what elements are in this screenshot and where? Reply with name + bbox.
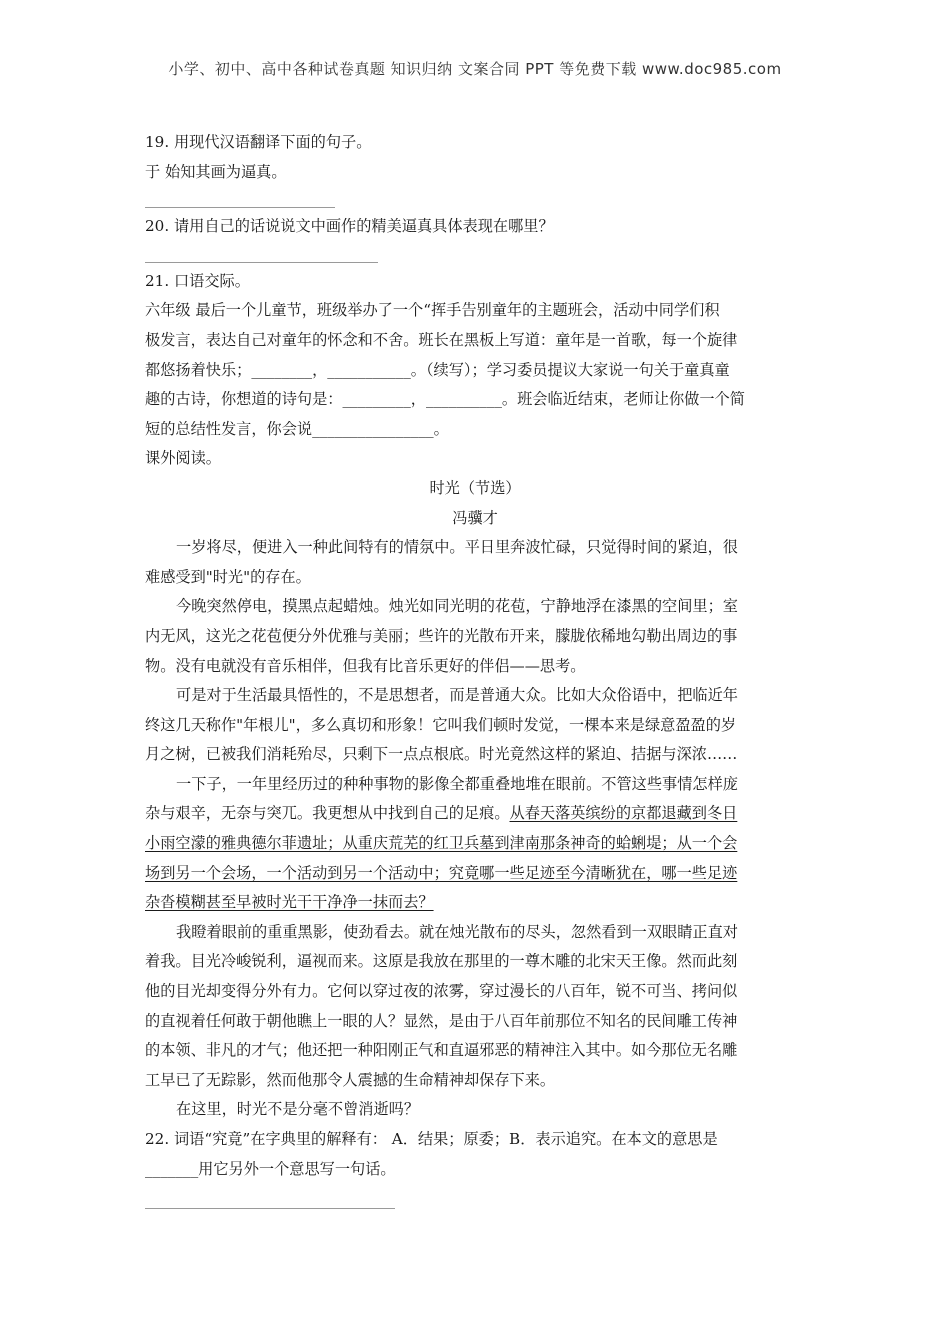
paragraph-4-line [145, 799, 805, 829]
q19-sentence: 于 始知其画为逼真。 [145, 162, 287, 181]
page-header: 小学、初中、高中各种试卷真题 知识归纳 文案合同 PPT 等免费下载 www.doc985.com [168, 60, 782, 78]
q21-title: 21. 口语交际。 [145, 271, 250, 290]
paragraph-5-line: 着我。目光冷峻锐利，逼视而来。这原是我放在那里的一尊木雕的北宋天王像。然而此刻 [145, 952, 738, 971]
paragraph-3-line: 终这几天称作"年根儿"，多么真切和形象！它叫我们顿时发觉，一棵本来是绿意盈盈的岁 [145, 715, 737, 734]
paragraph-5-line: 我瞪着眼前的重重黑影，使劲看去。就在烛光散布的尽头，忽然看到一双眼睛正直对 [176, 922, 738, 941]
q21-line: 六年级 最后一个儿童节，班级举办了一个“挥手告别童年的主题班会，活动中同学们积 [145, 301, 720, 320]
paragraph-2-line: 内无风，这光之花苞便分外优雅与美丽；些许的光散布开来，朦胧依稀地勾勒出周边的事 [145, 626, 738, 645]
paragraph-5-line: 的本领、非凡的才气；他还把一种阳刚正气和直逼邪恶的精神注入其中。如今那位无名雕 [145, 1041, 738, 1060]
paragraph-4-line: 一下子，一年里经历过的种种事物的影像全都重叠地堆在眼前。不管这些事情怎样庞 [176, 774, 738, 793]
underlined-passage: 从春天落英缤纷的京都退藏到冬日 [509, 804, 738, 823]
paragraph-1-line: 难感受到"时光"的存在。 [145, 567, 311, 586]
paragraph-5-line: 他的目光却变得分外有力。它何以穿过夜的浓雾，穿过漫长的八百年，锐不可当、拷问似 [145, 982, 738, 1001]
q19-title: 19. 用现代汉语翻译下面的句子。 [145, 133, 372, 151]
paragraph-2-line: 物。没有电就没有音乐相伴，但我有比音乐更好的伴侣——思考。 [145, 656, 586, 675]
underlined-passage: 场到另一个会场，一个活动到另一个活动中；究竟哪一些足迹至今清晰犹在，哪一些足迹 [145, 863, 738, 882]
article-author: 冯骥才 [452, 508, 498, 527]
paragraph-3-line: 月之树，已被我们消耗殆尽，只剩下一点点根底。时光竟然这样的紧迫、拮据与深浓…… [145, 745, 738, 764]
q20-title: 20. 请用自己的话说说文中画作的精美逼真具体表现在哪里？ [145, 217, 554, 236]
paragraph-4-line [145, 829, 805, 859]
q21-line: 趣的古诗，你想道的诗句是：_________，__________。班会临近结束，老师让你做一个简 [145, 390, 745, 409]
paragraph-4-plain-text: 杂与艰辛，无奈与突兀。我更想从中找到自己的足痕。 [145, 804, 510, 823]
q22-line: 22. 词语“究竟”在字典里的解释有： A．结果；原委；B．表示追究。在本文的意思是 [145, 1130, 718, 1148]
q22-line: _______用它另外一个意思写一句话。 [145, 1159, 396, 1178]
paragraph-5-line: 工早已了无踪影，然而他那令人震撼的生命精神却保存下来。 [145, 1070, 556, 1089]
q21-line: 都悠扬着快乐；________，___________。（续写）；学习委员提议大家说一句关于童真童 [145, 360, 730, 379]
q22-answer-line [145, 1208, 395, 1209]
q21-line: 短的总结性发言，你会说________________。 [145, 419, 449, 438]
paragraph-4-line [145, 859, 805, 889]
document-body [145, 128, 805, 1209]
reading-section-label: 课外阅读。 [145, 449, 221, 468]
paragraph-5-line: 的直视着任何敢于朝他瞧上一眼的人？显然，是由于八百年前那位不知名的民间雕工传神 [145, 1011, 738, 1030]
paragraph-2-line: 今晚突然停电，摸黑点起蜡烛。烛光如同光明的花苞，宁静地浮在漆黑的空间里；室 [176, 597, 738, 616]
underlined-passage: 杂沓模糊甚至早被时光干干净净一抹而去？ [145, 893, 434, 912]
paragraph-4-line [145, 888, 805, 918]
paragraph-3-line: 可是对于生活最具悟性的，不是思想者，而是普通大众。比如大众俗语中，把临近年 [176, 686, 738, 705]
paragraph-6-line: 在这里，时光不是分毫不曾消逝吗？ [176, 1100, 419, 1119]
article-title: 时光（节选） [429, 478, 521, 497]
q21-line: 极发言，表达自己对童年的怀念和不舍。班长在黑板上写道：童年是一首歌，每一个旋律 [145, 330, 738, 349]
underlined-passage: 小雨空濛的雅典德尔菲遗址；从重庆荒芜的红卫兵墓到津南那条神奇的蛤蜊堤；从一个会 [145, 834, 738, 853]
paragraph-1-line: 一岁将尽，便进入一种此间特有的情氛中。平日里奔波忙碌，只觉得时间的紧迫，很 [176, 538, 738, 557]
